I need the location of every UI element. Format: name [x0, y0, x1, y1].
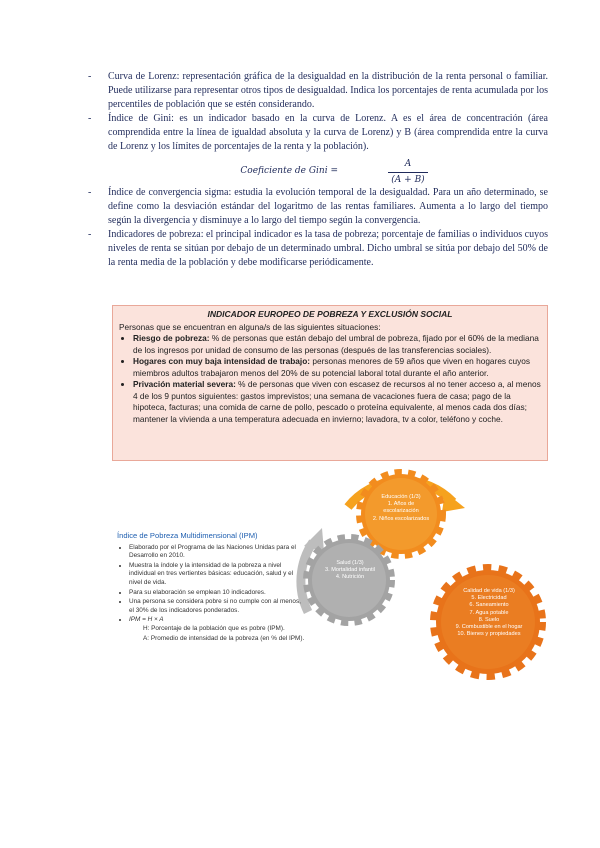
ipm-formula: • IPM = H × A H: Porcentaje de la población que es pobre (IPM). A: Promedio de intensidad de la pobreza (en % del IPM). [129, 616, 307, 643]
list-item [133, 333, 541, 356]
ipm-panel [117, 532, 307, 644]
item-label: Privación material severa: [133, 379, 236, 389]
bullet-pobreza-text: Indicadores de pobreza: el principal indicador es la tasa de pobreza; porcentaje de familias o individuos cuyos niveles de renta se sitúan por debajo de un determinado umbral. Dicho umbral se sitúa por debajo del 50% de la renta media de la población y debe modificarse periódicamente. [108, 228, 548, 269]
bullet-list [88, 70, 548, 270]
bullet-sigma: - Índice de convergencia sigma: estudia la evolución temporal de la desigualdad. Para un año determinado, se define como la desviación estándar del logaritmo de las rentas familiares. Aumenta a lo largo del tiempo según la divergencia y disminuye a lo largo del tiempo según la convergencia. [88, 186, 548, 226]
list-item: H: Porcentaje de la población que es pobre (IPM). [143, 624, 285, 632]
gear-title: Calidad de vida (1/3) [463, 588, 515, 594]
box-list [119, 333, 541, 425]
formula-denominator: (A + B) [391, 174, 425, 185]
list-item [133, 379, 541, 425]
bullet-gini-text: Índice de Gini: es un indicador basado en la curva de Lorenz. A es el área de concentración (área comprendida entre la línea de igualdad absoluta y la curva de Lorenz) y B (área comprendida entre la curva de Lorenz y los límites de porcentajes de la renta y la población). [108, 113, 548, 153]
gear-item: 4. Nutrición [335, 574, 365, 581]
gear-title: Salud (1/3) [336, 560, 364, 566]
gear-item: 3. Mortalidad infantil [324, 567, 376, 574]
poverty-indicator-box [112, 305, 548, 461]
item-label: Hogares con muy baja intensidad de trabajo: [133, 356, 311, 366]
list-item [133, 356, 541, 379]
formula-lhs: Coeficiente de Gini = [240, 165, 338, 176]
formula-fraction [388, 157, 428, 187]
item-text: % de personas que están debajo del umbral de pobreza, fijado por el 60% de la mediana de los ingresos por unidad de consumo de las personas (después de las transferencias sociales). [133, 333, 539, 355]
ipm-title: Índice de Pobreza Multidimensional (IPM) [117, 531, 258, 540]
gear-item: 7. Agua potable [469, 609, 509, 616]
gear-item: 8. Suelo [478, 616, 500, 623]
list-item: • Muestra la índole y la intensidad de la pobreza a nivel individual en tres vertientes básicas: educación, salud y el nivel de vida. [129, 562, 307, 588]
item-label: Riesgo de pobreza: [133, 333, 210, 343]
arrow-orange-head [442, 492, 465, 512]
gear-item: 6. Saneamiento [469, 602, 509, 609]
item-text: personas menores de 59 años que viven en hogares cuyos miembros adultos trabajaron menos del 20% de su potencial laboral total durante el año anterior. [133, 356, 531, 378]
bullet-pobreza: - Indicadores de pobreza: el principal indicador es la tasa de pobreza; porcentaje de familias o individuos cuyos niveles de renta se sitúan por debajo de un determinado umbral. Dicho umbral se sitúa por debajo del 50% de la renta media de la población y debe modificarse periódicamente. [88, 228, 548, 269]
list-item: A: Promedio de intensidad de la pobreza (en % del IPM). [143, 634, 305, 642]
list-item: • Para su elaboración se emplean 10 indicadores. [129, 589, 307, 598]
bullet-lorenz: - Curva de Lorenz: representación gráfica de la desigualdad en la distribución de la renta personal o familiar. Puede utilizarse para representar otros tipos de desigualdad. Indica los porcentajes de renta acumulada por los percentiles de población que se estén considerando. [88, 71, 548, 111]
bullet-lorenz-text: Curva de Lorenz: representación gráfica de la desigualdad en la distribución de la renta personal o familiar. Puede utilizarse para representar otros tipos de desigualdad. Indica los porcentajes de renta acumulada por los percentiles de población que se estén considerando. [108, 71, 548, 111]
gini-formula [88, 157, 548, 185]
gear-item: 10. Bienes y propiedades [457, 631, 521, 638]
box-title: INDICADOR EUROPEO DE POBREZA Y EXCLUSIÓN SOCIAL [207, 309, 453, 319]
gear-item: 2. Niños escolarizados [372, 515, 430, 522]
ipm-sublist [129, 625, 307, 643]
formula-numerator: A [388, 157, 428, 173]
gear-item: 1. Años de escolarización [383, 501, 419, 515]
gear-title: Educación (1/3) [381, 494, 421, 500]
bullet-gini: - Índice de Gini: es un indicador basado en la curva de Lorenz. A es el área de concentración (área comprendida entre la línea de igualdad absoluta y la curva de Lorenz) y B (área comprendida entre la curva de Lorenz y los límites de porcentajes de la renta y la población). [88, 113, 548, 153]
gear-item: 5. Electricidad [471, 595, 507, 602]
ipm-list [117, 544, 307, 644]
list-item: • Elaborado por el Programa de las Naciones Unidas para el Desarrollo en 2010. [129, 544, 307, 561]
bullet-sigma-text: Índice de convergencia sigma: estudia la evolución temporal de la desigualdad. Para un año determinado, se define como la desviación estándar del logaritmo de las rentas familiares. Aumenta a lo largo del tiempo según la divergencia y disminuye a lo largo del tiempo según la convergencia. [108, 186, 548, 226]
box-intro: Personas que se encuentran en alguna/s de las siguientes situaciones: [119, 321, 381, 332]
gear-health-text [319, 560, 381, 582]
gear-item: 9. Combustible en el hogar [455, 624, 523, 631]
list-item: • Una persona se considera pobre si no cumple con al menos, el 30% de los indicadores ponderados. [129, 598, 307, 615]
gear-living-text [451, 588, 527, 638]
gear-education-text [371, 494, 431, 523]
item-text: % de personas que viven con escasez de recursos al no tener acceso a, al menos 4 de los 9 puntos siguientes: gastos imprevistos; una semana de vacaciones fuera de casa; pago de la hipoteca, facturas; una comida de carne de pollo, pescado o proteína equivalente, al menos cada dos días; mantener la vivienda a una temperatura adecuada en invierno; lavadora, tv a color, teléfono y coche. [133, 379, 541, 424]
